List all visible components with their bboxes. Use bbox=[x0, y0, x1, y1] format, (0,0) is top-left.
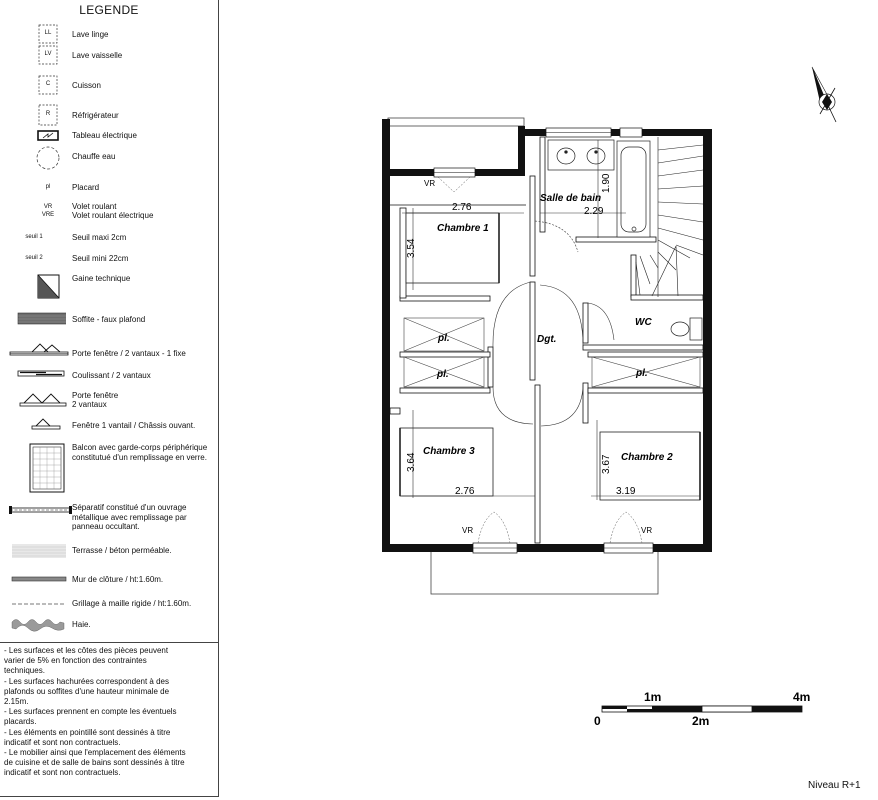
dim-c3-width: 2.76 bbox=[455, 486, 475, 497]
label-salle-de-bain: Salle de bain bbox=[540, 193, 602, 204]
legend-item-fenetre-1-vantail: Fenêtre 1 vantail / Châssis ouvant. bbox=[0, 416, 218, 442]
dim-c2-width: 3.19 bbox=[616, 486, 636, 497]
level-label: Niveau R+1 bbox=[808, 780, 861, 791]
legend-item-seuil-1: seuil 1 Seuil maxi 2cm bbox=[0, 232, 218, 258]
legend-item-lave-linge: LL Lave linge bbox=[0, 24, 218, 50]
door-swings bbox=[493, 221, 614, 426]
label-dgt: Dgt. bbox=[537, 334, 557, 345]
label-vr-3: VR bbox=[641, 526, 653, 535]
legend-item-tableau-electrique: Tableau électrique bbox=[0, 128, 218, 154]
legend-item-volet-roulant: VR VRE Volet roulant Volet roulant électrique bbox=[0, 202, 218, 228]
legend-item-refrigerateur: R Réfrigérateur bbox=[0, 104, 218, 130]
cuisson-icon: C bbox=[10, 75, 66, 101]
legend-item-gaine-technique: Gaine technique bbox=[0, 272, 218, 298]
legend-item-porte-fenetre-fixe: Porte fenêtre / 2 vantaux - 1 fixe bbox=[0, 342, 218, 368]
legend-title: LEGENDE bbox=[79, 3, 139, 17]
label-chambre-2: Chambre 2 bbox=[621, 452, 673, 463]
legend-item-porte-fenetre: Porte fenêtre 2 vantaux bbox=[0, 390, 218, 416]
lave-vaisselle-icon: LV bbox=[10, 45, 66, 71]
legend-item-grillage: Grillage à maille rigide / ht:1.60m. bbox=[0, 597, 218, 623]
legend-item-terrasse: Terrasse / béton perméable. bbox=[0, 543, 218, 569]
label-vr-1: VR bbox=[424, 179, 436, 188]
dim-c1-width: 2.76 bbox=[452, 202, 472, 213]
legend-item-cuisson: C Cuisson bbox=[0, 75, 218, 101]
placard-icon: pl bbox=[45, 184, 51, 190]
dim-sdb-depth: 1.90 bbox=[601, 173, 612, 193]
legend-notes: - Les surfaces et les côtes des pièces peuvent varier de 5% en fonction des contraintes techniques. - Les surfaces hachurées correspondent à des plafonds ou soffites d'une hauteur minimale de 2.15m. - Les surfaces prennent en compte les éventuels placards. - Les éléments en pointillé sont dessinés à titre indicatif et sont non contractuels. - Le mobilier ainsi que l'emplacement des éléments de cuisine et de salle de bains sont dessinés à titre indicatif et sont non contractuels. bbox=[4, 646, 186, 778]
legend-item-mur-cloture: Mur de clôture / ht:1.60m. bbox=[0, 572, 218, 598]
label-pl-3: pl. bbox=[636, 368, 648, 379]
scale-4m: 4m bbox=[793, 690, 811, 704]
legend-item-separatif: Séparatif constitué d'un ouvrage métallique avec remplissage par panneau occultant. bbox=[0, 502, 218, 536]
dim-c1-depth: 3.54 bbox=[406, 238, 417, 258]
scale-zero: 0 bbox=[594, 714, 601, 728]
legend-item-balcon: Balcon avec garde-corps périphérique constitutué d'un remplissage en verre. bbox=[0, 442, 218, 494]
legend-item-coulissant: Coulissant / 2 vantaux bbox=[0, 366, 218, 392]
legend-item-placard: pl Placard bbox=[0, 182, 218, 208]
dim-c3-depth: 3.64 bbox=[406, 452, 417, 472]
seuil-1-icon: seuil 1 bbox=[25, 234, 43, 240]
dim-sdb-width: 2.29 bbox=[584, 206, 604, 217]
scale-1m: 1m bbox=[644, 690, 662, 704]
legend-item-chauffe-eau: Chauffe eau bbox=[0, 146, 218, 172]
label-vr-2: VR bbox=[462, 526, 474, 535]
wc-fixture bbox=[671, 318, 702, 340]
legend-item-soffite: Soffite - faux plafond bbox=[0, 311, 218, 337]
balcony-top bbox=[388, 118, 524, 126]
bathroom-fixtures bbox=[548, 140, 650, 237]
scale-2m: 2m bbox=[692, 714, 710, 728]
scale-bar bbox=[594, 690, 810, 728]
volet-roulant-icon: VR VRE bbox=[41, 204, 55, 218]
legend-item-seuil-2: seuil 2 Seuil mini 22cm bbox=[0, 253, 218, 279]
north-arrow-icon bbox=[812, 67, 836, 122]
legend-item-haie: Haie. bbox=[0, 614, 218, 640]
label-pl-2: pl. bbox=[437, 369, 449, 380]
label-chambre-1: Chambre 1 bbox=[437, 223, 489, 234]
label-chambre-3: Chambre 3 bbox=[423, 446, 475, 457]
label-wc: WC bbox=[635, 317, 652, 328]
refrigerateur-icon: R bbox=[10, 104, 66, 130]
seuil-2-icon: seuil 2 bbox=[25, 255, 43, 261]
dim-c2-depth: 3.67 bbox=[601, 454, 612, 474]
label-pl-1: pl. bbox=[438, 333, 450, 344]
legend-item-lave-vaisselle: LV Lave vaisselle bbox=[0, 45, 218, 71]
lave-linge-icon: LL bbox=[10, 24, 66, 50]
